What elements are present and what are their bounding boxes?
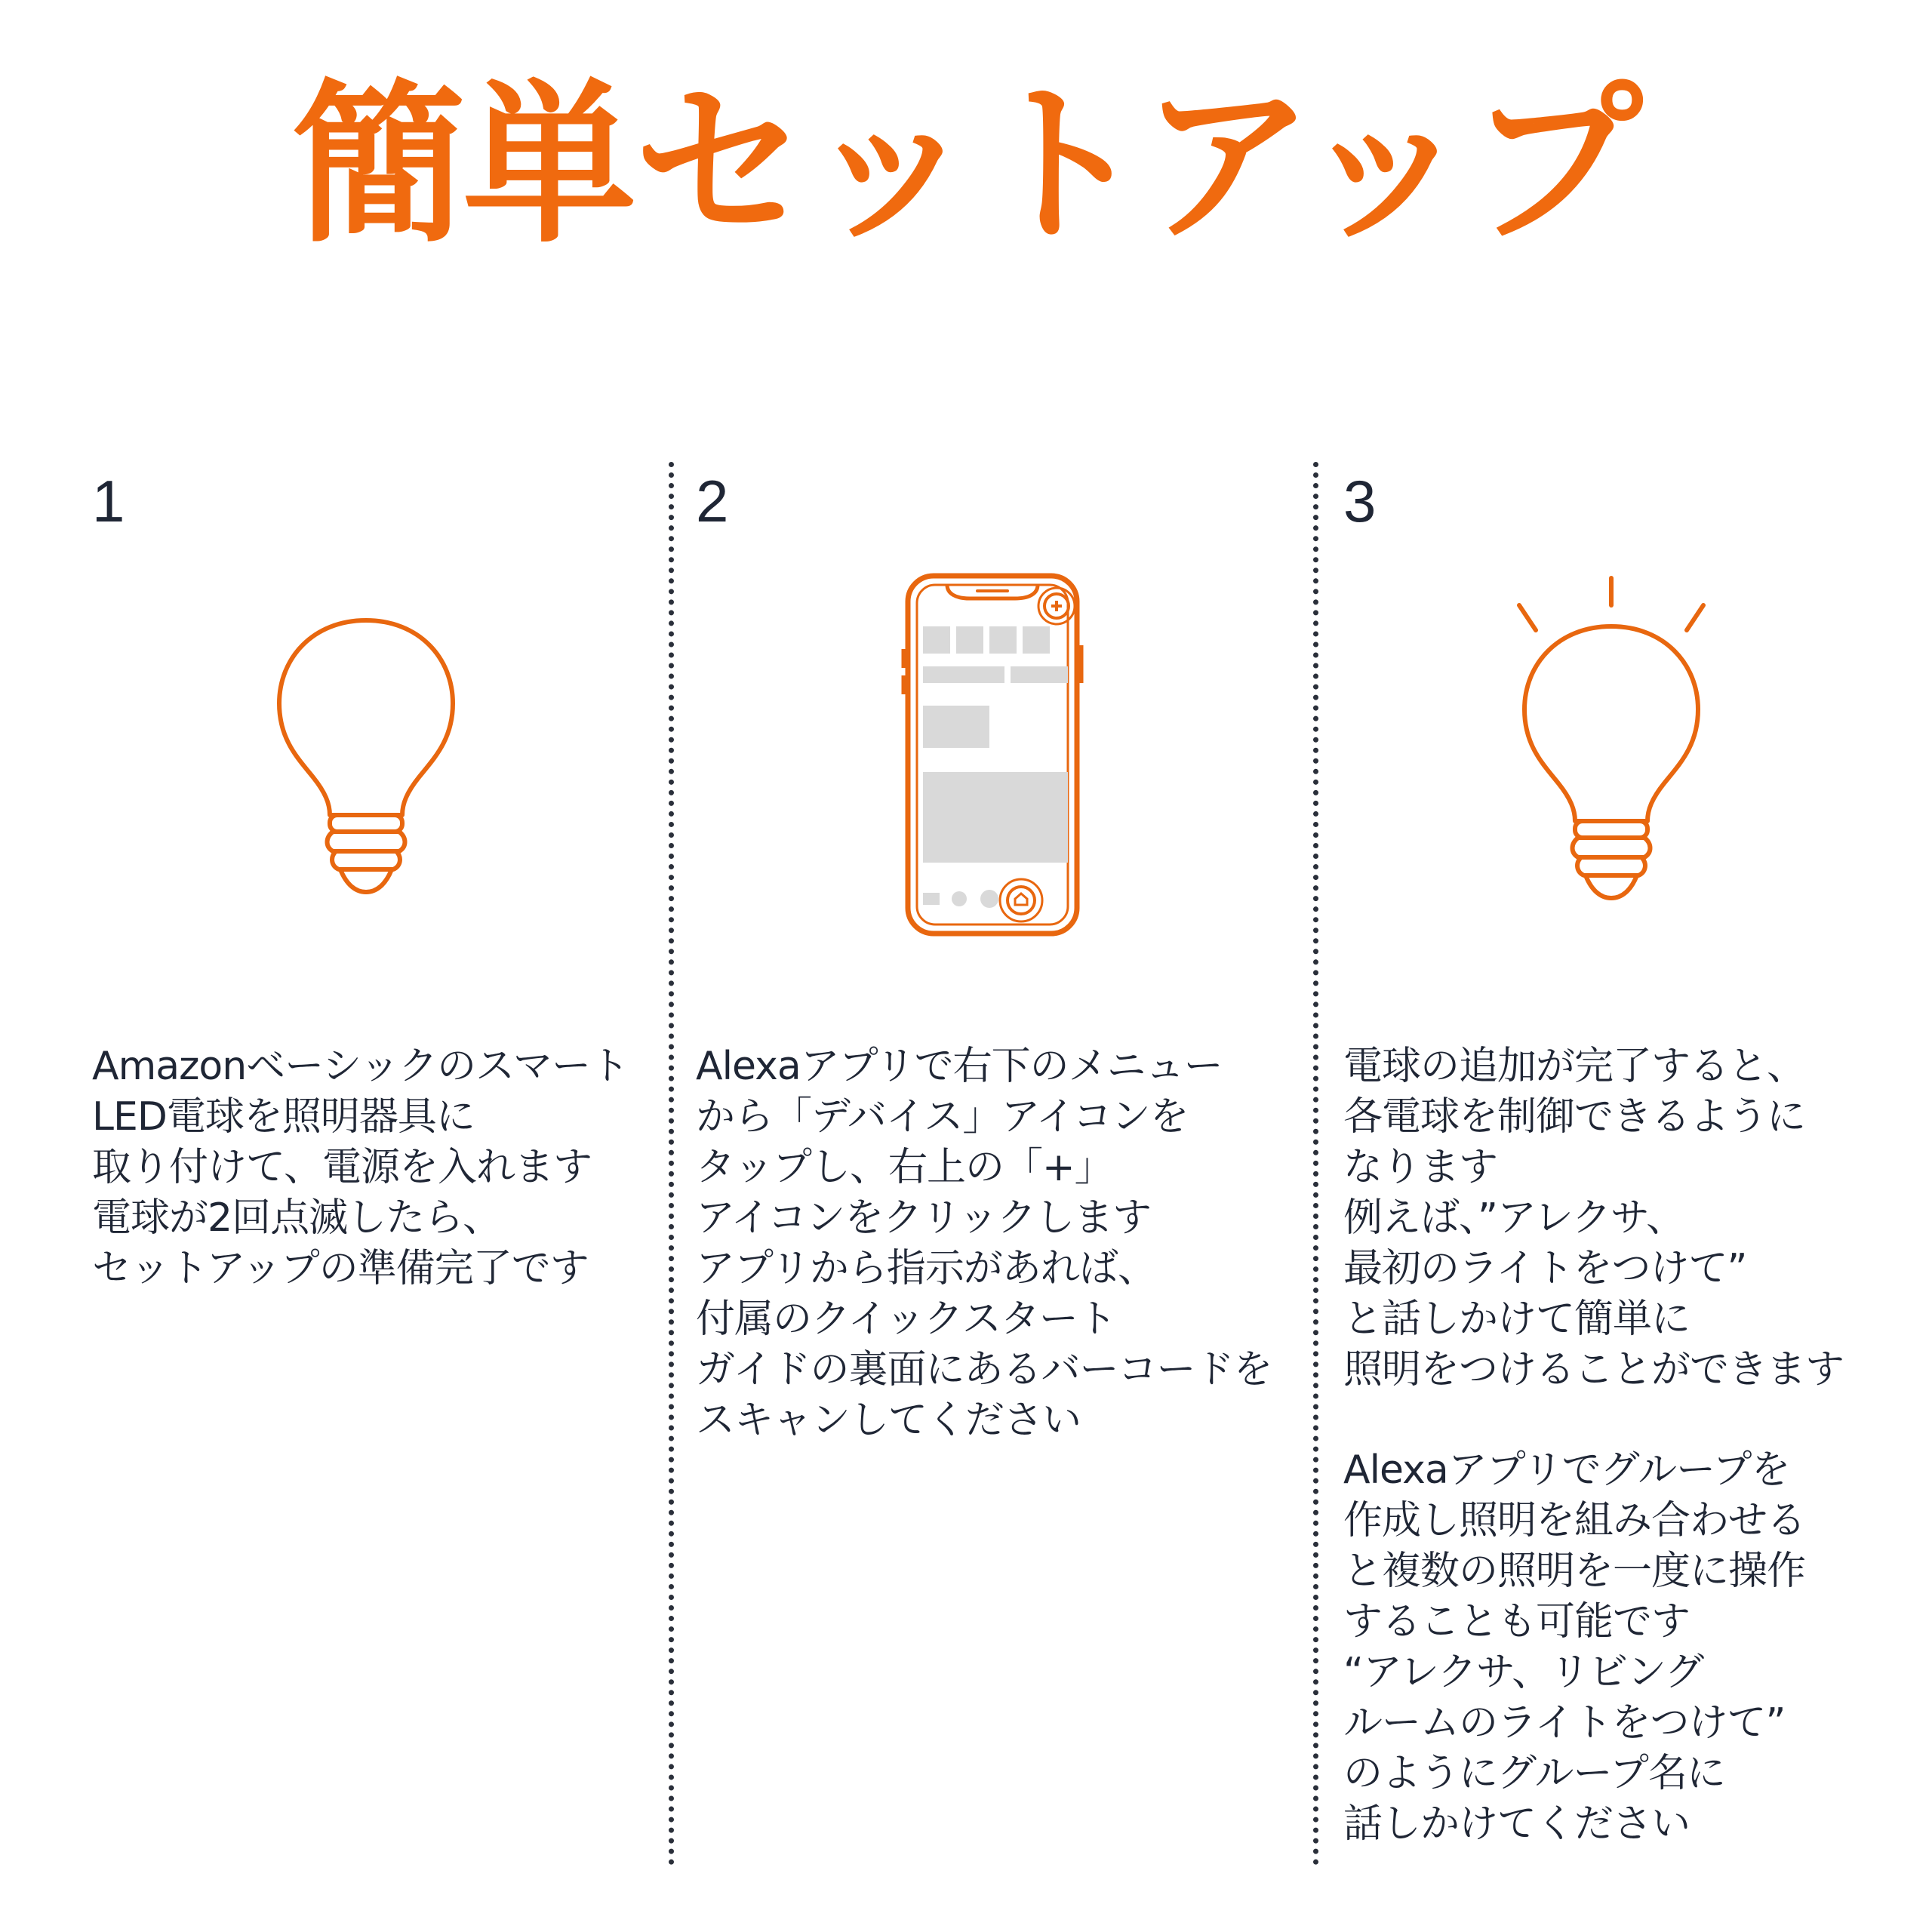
lit-lightbulb-icon xyxy=(1506,574,1717,906)
column-divider xyxy=(1313,462,1318,1866)
lightbulb-icon xyxy=(268,611,464,898)
step-description: Amazonベーシックのスマート LED電球を照明器具に 取り付けて、電源を入れます 電球が2回点滅したら、 セットアップの準備完了です xyxy=(92,1044,629,1291)
page-title: 簡単セットアップ xyxy=(292,65,1640,266)
step-description: Alexaアプリで右下のメニュー から「デバイス」アイコンを タップし、右上の「+」 アイコンをクリックします アプリから指示があれば、 付属のクイックスタート ガイドの裏面にあるバーコードを スキャンしてください xyxy=(696,1044,1272,1443)
column-divider xyxy=(669,462,674,1866)
step-number: 2 xyxy=(696,468,729,534)
smartphone-app-icon xyxy=(894,570,1091,940)
step-description: 電球の追加が完了すると、 各電球を制御できるように なります 例えば、”アレクサ、 最初のライトをつけて” と話しかけて簡単に 照明をつけることができます xyxy=(1343,1044,1844,1392)
step-number: 3 xyxy=(1343,468,1377,534)
step-description-extra: Alexaアプリでグループを 作成し照明を組み合わせる と複数の照明を一度に操作 することも可能です “アレクサ、リビング ルームのライトをつけて” のようにグループ名に 話しかけてください xyxy=(1343,1447,1806,1847)
step-number: 1 xyxy=(92,468,125,534)
